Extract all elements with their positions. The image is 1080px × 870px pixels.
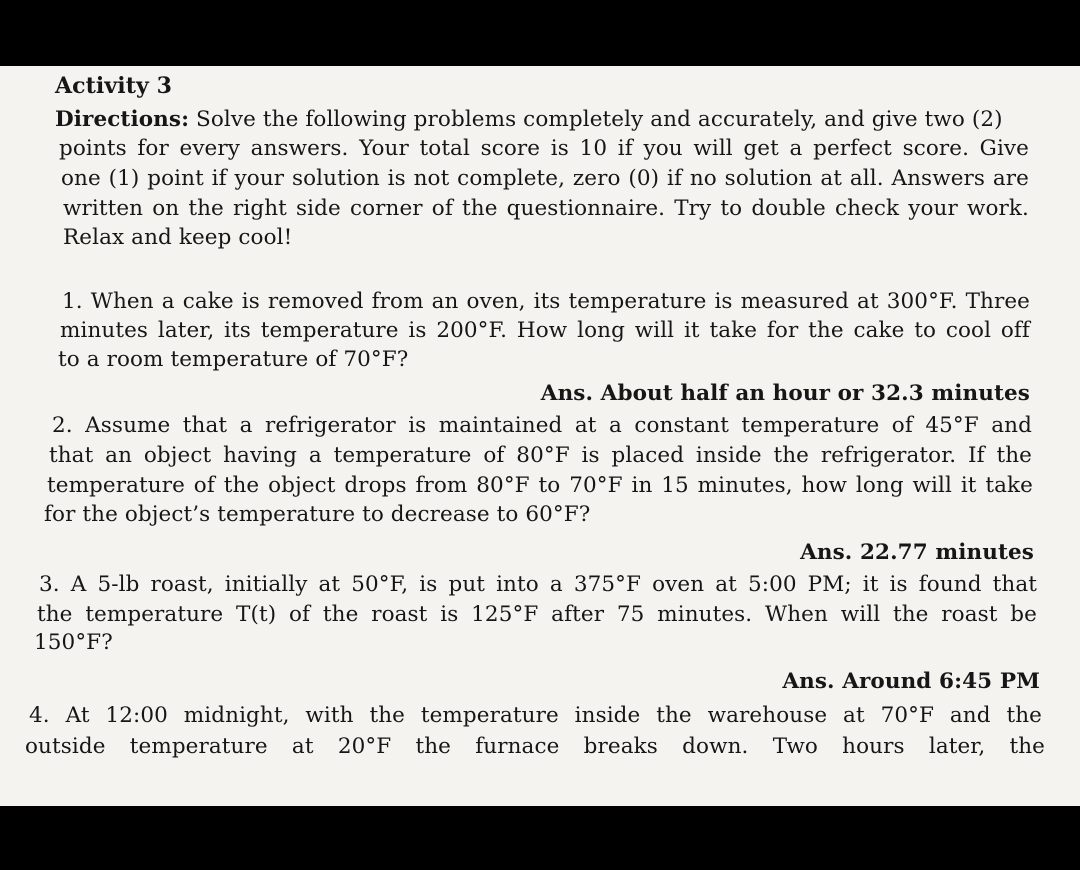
problem-4-line-1: 4. At 12:00 midnight, with the temperature inside the warehouse at 70°F and the bbox=[29, 703, 1042, 728]
problem-3-line-3: 150°F? bbox=[34, 630, 113, 655]
problem-3-answer: Ans. Around 6:45 PM bbox=[782, 669, 1040, 694]
problem-2-line-1: 2. Assume that a refrigerator is maintained at a constant temperature of 45°F and bbox=[52, 413, 1032, 438]
problem-1-line-1: 1. When a cake is removed from an oven, its temperature is measured at 300°F. Three bbox=[62, 289, 1030, 314]
activity-title: Activity 3 bbox=[55, 73, 173, 99]
directions-label: Directions: bbox=[55, 107, 190, 132]
problem-1-line-3: to a room temperature of 70°F? bbox=[58, 347, 409, 372]
problem-3-line-1: 3. A 5-lb roast, initially at 50°F, is put into a 375°F oven at 5:00 PM; it is found that bbox=[39, 572, 1037, 597]
problem-2-line-4: for the object’s temperature to decrease to 60°F? bbox=[44, 502, 591, 527]
problem-1-answer: Ans. About half an hour or 32.3 minutes bbox=[540, 381, 1030, 406]
problem-1-line-2: minutes later, its temperature is 200°F. How long will it take for the cake to cool off bbox=[60, 318, 1030, 343]
directions-line-2: points for every answers. Your total score is 10 if you will get a perfect score. Give bbox=[59, 136, 1029, 161]
problem-2-answer: Ans. 22.77 minutes bbox=[800, 540, 1034, 565]
document-page bbox=[0, 66, 1080, 806]
problem-2-line-2: that an object having a temperature of 80°F is placed inside the refrigerator. If the bbox=[49, 443, 1032, 468]
problem-2-line-3: temperature of the object drops from 80°F to 70°F in 15 minutes, how long will it take bbox=[47, 473, 1033, 498]
directions-line-4: written on the right side corner of the questionnaire. Try to double check your work. bbox=[63, 196, 1029, 221]
problem-3-line-2: the temperature T(t) of the roast is 125°F after 75 minutes. When will the roast be bbox=[37, 602, 1037, 627]
problem-4-line-2: outside temperature at 20°F the furnace breaks down. Two hours later, the bbox=[25, 734, 1045, 759]
directions-line-5: Relax and keep cool! bbox=[63, 225, 293, 250]
directions-line-3: one (1) point if your solution is not complete, zero (0) if no solution at all. Answers are bbox=[61, 166, 1029, 191]
directions-line-1: Directions: Solve the following problems completely and accurately, and give two (2) bbox=[55, 107, 1003, 132]
